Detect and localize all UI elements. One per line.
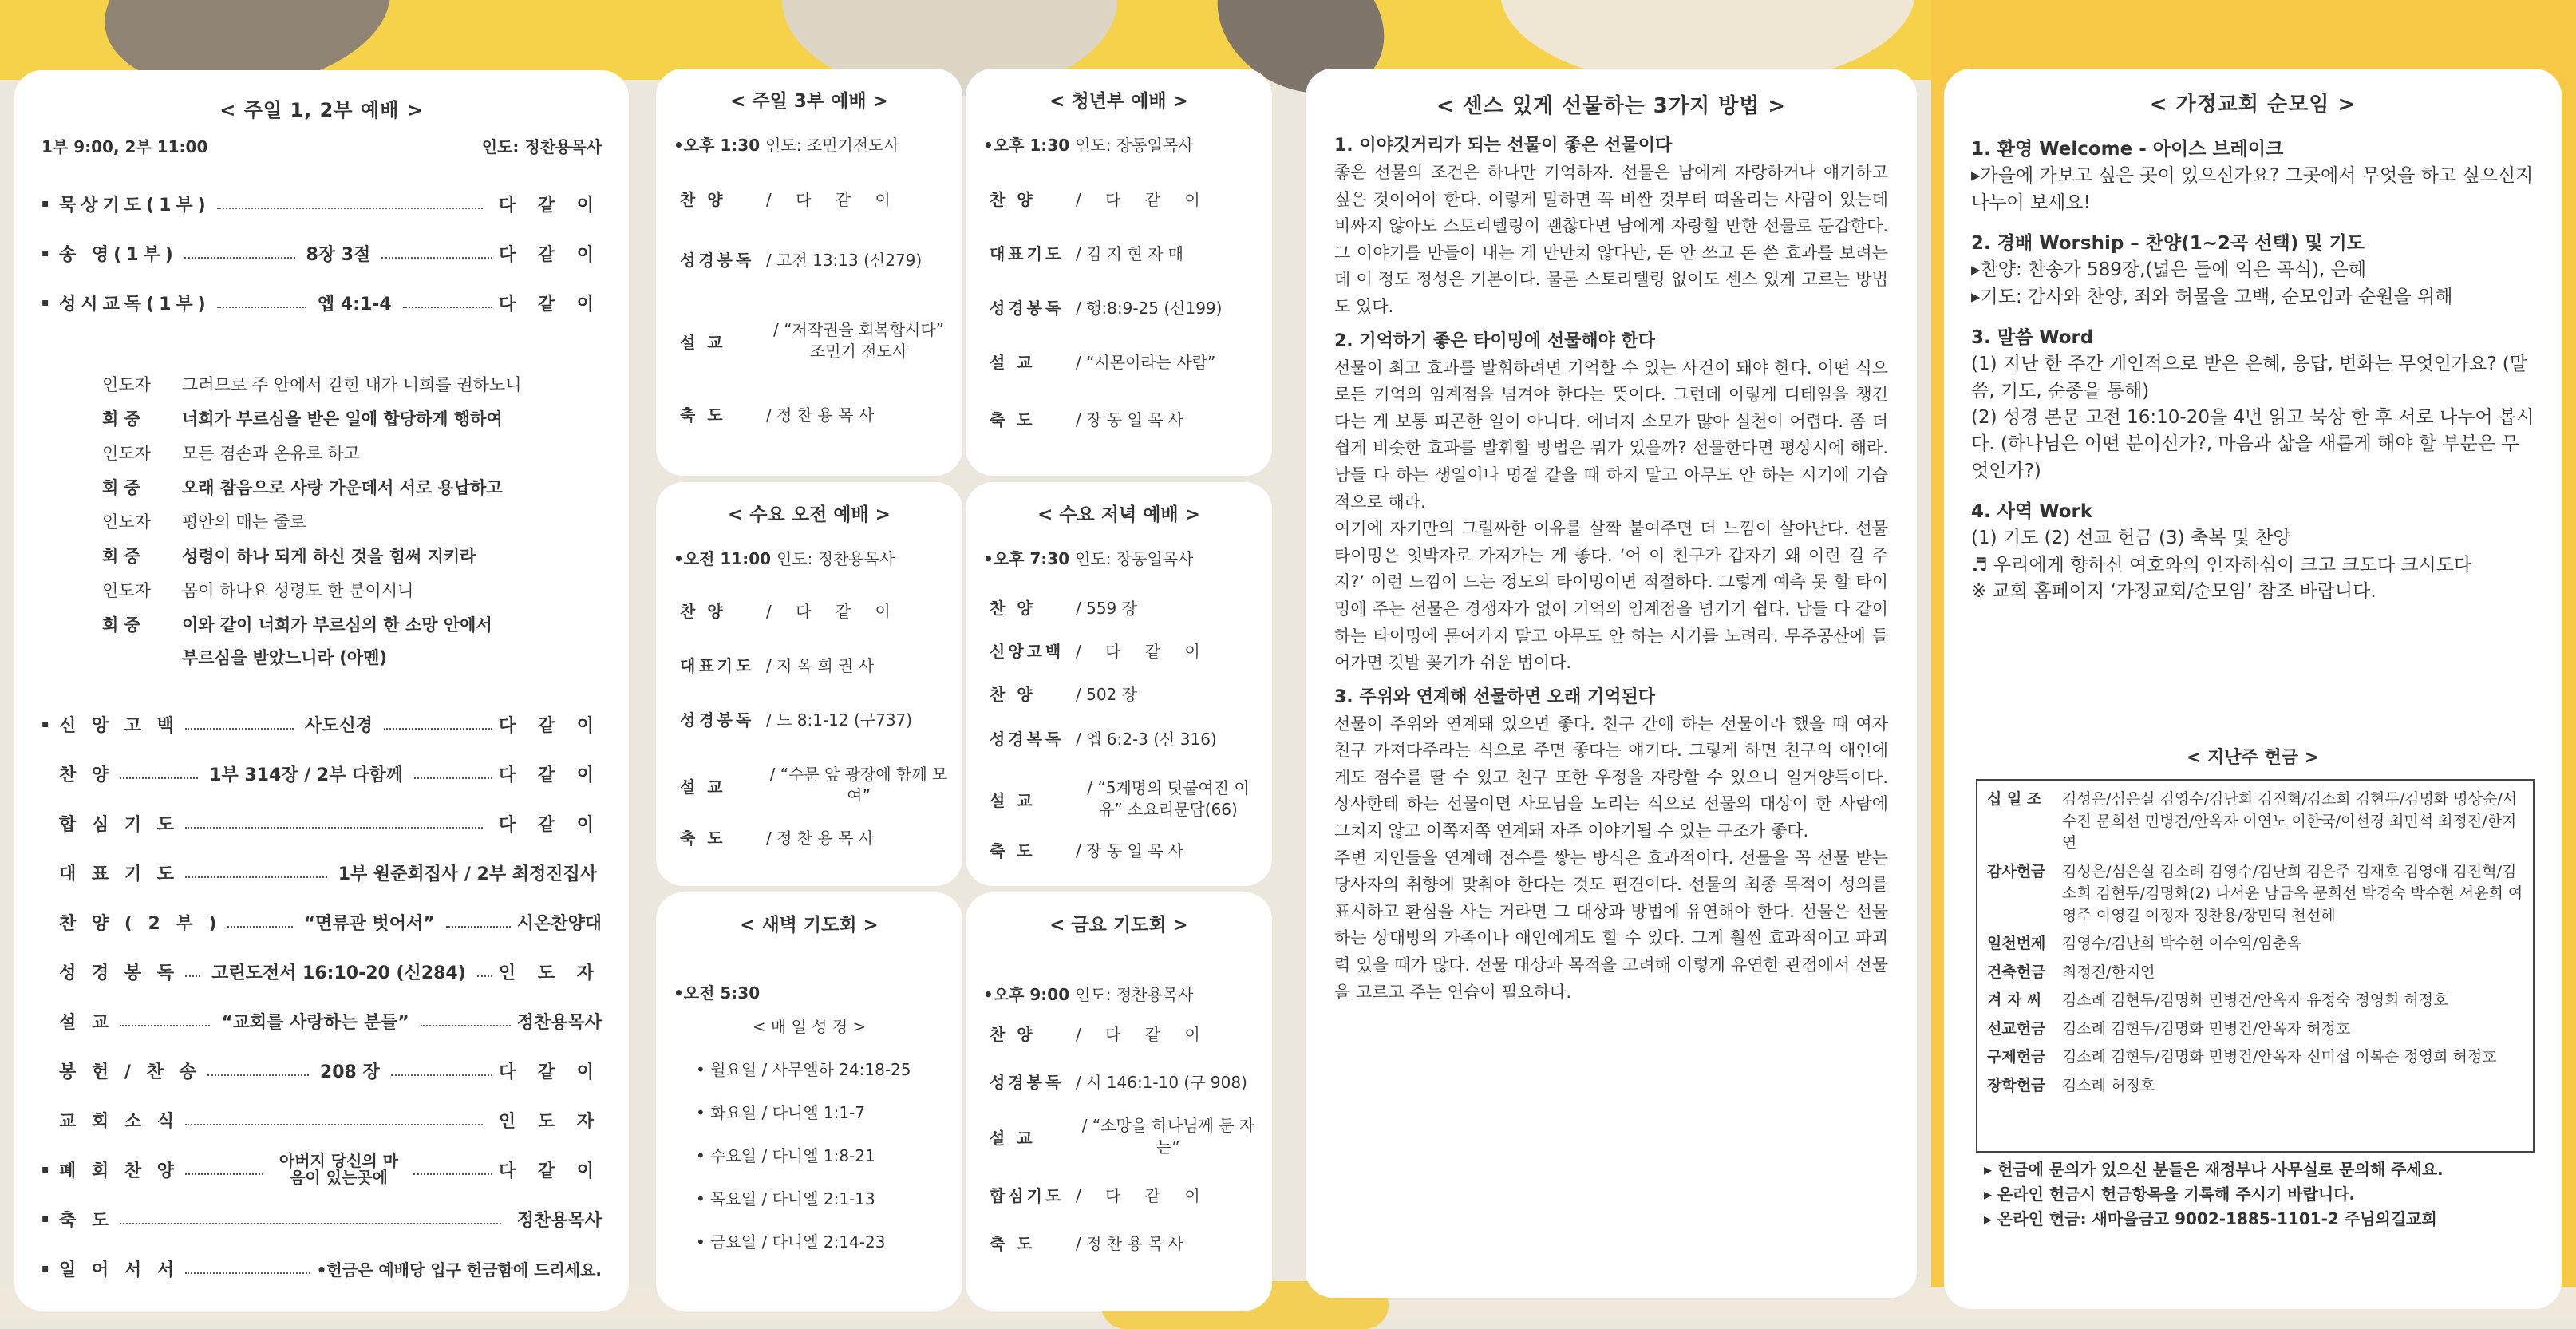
order-row: ▪ 일 어 서 서 •헌금은 예배당 입구 헌금함에 드리세요. — [41, 1260, 602, 1280]
section-worship: 2. 경배 Worship – 찬양(1~2곡 선택) 및 기도 ▸찬양: 찬송가 589장,(넓은 들에 익은 곡식), 은혜 ▸기도: 감사와 찬양, 죄와 허물을 고백, 순모임과 순원을 위해 — [1971, 233, 2453, 307]
article-paragraph: 선물이 주위와 연계돼 있으면 좋다. 친구 간에 하는 선물이라 했을 때 여자 친구 가져다주라는 식으로 주면 좋다는 얘기다. 그렇게 하면 친구의 애인에게도 점수를 딸 수 있고 친구 또한 우정을 자랑할 수 있으니 일거양득이다. 상사한테 하는 선물이면 사모님을 노리는 식으로 선물의 대상이 한 사람에 그치지 않고 이쪽저쪽 연계돼 자주 이야기될 수 있는 구조가 좋다. — [1334, 714, 1888, 841]
service-time: •오전 11:00 인도: 정찬용목사 — [674, 549, 895, 568]
order-row: ▪ 신 앙 고 백 사도신경 다 같 이 — [41, 715, 602, 736]
service-row: 성경봉독 / 고전 13:13 (신279) — [680, 251, 923, 270]
service-row: 성경봉독 / 행:8:9-25 (신199) — [990, 299, 1223, 318]
article-heading: 1. 이야깃거리가 되는 선물이 좋은 선물이다 — [1334, 136, 1673, 156]
daily-bible-item: • 목요일 / 다니엘 2:1-13 — [696, 1189, 875, 1208]
offering-notice: ▸ 헌금에 문의가 있으신 분들은 재정부나 사무실로 문의해 주세요. ▸ 온라인 헌금시 헌금항목을 기록해 주시기 바랍니다. ▸ 온라인 헌금: 새마을금고 9002-1885-1101-2 주님의길교회 — [1984, 1160, 2444, 1228]
order-row: 찬 양 ( 2 부 ) “면류관 벗어서” 시온찬양대 — [59, 913, 602, 934]
offering-row: 선교헌금 김소례 김현두/김명화 민병건/안옥자 허정호 — [1987, 1019, 2351, 1038]
panel-title: < 수요 오전 예배 > — [728, 504, 891, 525]
offering-row: 건축헌금 최정진/한지연 — [1987, 963, 2155, 981]
service-row: 설 교 / “수문 앞 광장에 함께 모여” — [680, 765, 948, 805]
service-row: 찬 양 / 559 장 — [990, 599, 1137, 618]
service-time: •오전 5:30 — [674, 983, 761, 1003]
responsive-line: 인도자 모든 겸손과 온유로 하고 — [102, 444, 360, 463]
order-row: 성 경 봉 독 고린도전서 16:10-20 (신284) 인 도 자 — [59, 963, 602, 983]
service-leader: 인도: 정찬용목사 — [481, 137, 602, 156]
responsive-line: 회 중 오래 참음으로 사랑 가운데서 서로 용납하고 — [102, 478, 503, 497]
gift-article-panel — [1306, 69, 1917, 1298]
offering-title: < 지난주 헌금 > — [2186, 748, 2320, 768]
article-paragraph: 선물이 최고 효과를 발휘하려면 기억할 수 있는 사건이 돼야 한다. 어떤 식으로든 기억의 임계점을 넘겨야 한다는 뜻이다. 그런데 이렇게 디테일을 챙긴다는 게 보통 피곤한 일이 아니다. 에너지 소모가 많아 실천이 어렵다. 좀 더 쉽게 비슷한 효과를 발휘할 방법은 뭐가 있을까? 선물한다면 평상시에 해라. 남들 다 하는 생일이나 명절 같을 때 하지 말고 아무도 안 하는 시기에 기습적으로 해라. — [1334, 358, 1888, 512]
service-row: 설 교 / “저작권을 회복합시다” 조민기 전도사 — [680, 320, 945, 361]
youth-service-panel — [966, 69, 1272, 476]
service-row: 찬 양 / 502 장 — [990, 685, 1137, 704]
article-paragraph: 주변 지인들을 연계해 점수를 쌓는 방식은 효과적이다. 선물을 꼭 선물 받는 당사자의 취향에 맞춰야 한다는 것도 편견이다. 선물의 최종 목적이 성의를 표시하고 환심을 사는 거라면 그 대상과 방법에 유연해야 한다. 선물은 선물하는 상대방의 가족이나 애인에게도 할 수 있다. 그게 훨씬 효과적이고 파괴력 있을 때가 많다. 선물 대상과 목적을 고려해 이렇게 유연한 관점에서 선물을 고르고 주는 연습이 필요하다. — [1334, 848, 1888, 1002]
sunday-service-panel — [14, 70, 629, 1311]
daily-bible-item: • 수요일 / 다니엘 1:8-21 — [696, 1146, 875, 1165]
service-time: 1부 9:00, 2부 11:00 — [41, 137, 208, 156]
responsive-line: 인도자 몸이 하나요 성령도 한 분이시니 — [102, 581, 414, 600]
order-row: 봉 헌 / 찬 송 208 장 다 같 이 — [59, 1062, 603, 1082]
sunday-3rd-service-panel — [656, 69, 962, 476]
service-row: 설 교 / “시몬이라는 사람” — [990, 353, 1216, 372]
panel-title: < 수요 저녁 예배 > — [1037, 504, 1200, 525]
panel-title: < 금요 기도회 > — [1049, 915, 1188, 935]
offering-row: 구제헌금 김소례 김현두/김명화 민병건/안옥자 신미섭 이복순 정영희 허정호 — [1987, 1048, 2497, 1066]
service-row: 설 교 / “소망을 하나님께 둔 자는” — [990, 1116, 1255, 1157]
service-row: 대표기도 / 지 옥 희 권 사 — [680, 656, 875, 675]
friday-prayer-panel — [966, 892, 1272, 1311]
service-time: •오후 9:00 인도: 정찬용목사 — [983, 985, 1194, 1004]
article-paragraph: 여기에 자기만의 그럴싸한 이유를 살짝 붙여주면 더 느낌이 살아난다. 선물 타이밍은 엇박자로 가져가는 게 좋다. ‘어 이 친구가 갑자기 왜 이런 걸 주지?’ 이런 느낌이 드는 정도의 타이밍이면 적절하다. 그렇게 예측 못 할 타이밍에 주는 선물은 경쟁자가 없어 기억의 임계점을 넘기기 쉽다. 남들 다 같이하는 타이밍에 묻어가지 말고 아무도 안 하는 시기를 노려라. 무주공산에 들어가면 깃발 꽂기가 쉬운 법이다. — [1334, 519, 1888, 673]
section-welcome: 1. 환영 Welcome - 아이스 브레이크 ▸가을에 가보고 싶은 곳이 있으신가요? 그곳에서 무엇을 하고 싶으신지 나누어 보세요! — [1971, 139, 2534, 213]
section-word: 3. 말씀 Word (1) 지난 한 주간 개인적으로 받은 은혜, 응답, 변화는 무엇인가요? (말씀, 기도, 순종을 통해) (2) 성경 본문 고전 16:10-20을 4번 읽고 묵상 한 후 서로 나누어 봅시다. (하나님은 어떤 분이신가?, 마음과 삶을 새롭게 해야 할 부분은 무엇인가?) — [1971, 327, 2535, 481]
service-time: •오후 1:30 인도: 조민기전도사 — [674, 136, 899, 155]
service-row: 축 도 / 정 찬 용 목 사 — [680, 829, 875, 848]
article-heading: 3. 주위와 연계해 선물하면 오래 기억된다 — [1334, 686, 1655, 707]
service-time-row — [41, 134, 602, 157]
service-time: •오후 1:30 인도: 장동일목사 — [983, 136, 1194, 155]
service-row: 축 도 / 장 동 일 목 사 — [990, 410, 1184, 429]
order-row: ▪ 폐 회 찬 양 아버지 당신의 마음이 있는곳에 다 같 이 — [41, 1151, 603, 1187]
service-row: 합심기도 / 다 같 이 — [990, 1186, 1210, 1205]
order-row: 대 표 기 도 1부 원준희집사 / 2부 최정진집사 — [59, 864, 597, 884]
responsive-line: 회 중 성령이 하나 되게 하신 것을 힘써 지키라 — [102, 547, 476, 566]
service-row: 대표기도 / 김 지 현 자 매 — [990, 244, 1184, 263]
service-row: 찬 양 / 다 같 이 — [990, 1025, 1210, 1044]
daily-bible-item: • 금요일 / 다니엘 2:14-23 — [696, 1232, 886, 1252]
wednesday-evening-service-panel — [966, 482, 1272, 886]
offering-row: 장학헌금 김소례 허정호 — [1987, 1077, 2155, 1095]
service-row: 설 교 / “5계명의 덧붙여진 이유” 소요리문답(66) — [990, 778, 1250, 819]
home-church-panel — [1944, 69, 2562, 1309]
order-row: 찬 양 1부 314장 / 2부 다함께 다 같 이 — [59, 765, 603, 785]
responsive-line: 회 중 너희가 부르심을 받은 일에 합당하게 행하여 — [102, 409, 503, 429]
article-heading: 2. 기억하기 좋은 타이밍에 선물해야 한다 — [1334, 330, 1655, 351]
service-row: 찬 양 / 다 같 이 — [680, 190, 900, 209]
responsive-line: 인도자 평안의 매는 줄로 — [102, 512, 306, 532]
offering-row: 십 일 조 김성은/심은실 김영수/김난희 김진혁/김소희 김현두/김명화 명상순/서수진 문희선 민병건/안옥자 이연노 이한국/이선경 최민석 최정진/한지연 — [1987, 790, 2518, 852]
panel-title: < 주일 1, 2부 예배 > — [219, 99, 424, 121]
responsive-line: 인도자 그러므로 주 안에서 갇힌 내가 너희를 권하노니 — [102, 375, 522, 394]
offering-row: 감사헌금 김성은/심은실 김소례 김영수/김난희 김은주 김재호 김영애 김진혁/김소희 김현두/김명화(2) 나서윤 남금옥 문희선 박경숙 박수현 서윤희 여영주 이영길 이정자 정찬용/장민덕 천선혜 — [1987, 862, 2523, 924]
article-paragraph: 좋은 선물의 조건은 하나만 기억하자. 선물은 남에게 자랑하거나 얘기하고 싶은 것이어야 한다. 이렇게 말하면 꼭 비싼 것부터 떠올리는 사람이 있는데 비싸지 않아도 스토리텔링이 괜찮다면 남에게 자랑할 만한 선물로 둔갑한다. 그 이야기를 만들어 내는 게 만만치 않다만, 돈 안 쓰고 돈 쓴 효과를 보려는데 이 정도 정성은 기본이다. 물론 스토리텔링 없이도 센스 있게 고르는 방법도 있다. — [1334, 163, 1888, 316]
order-row: 교 회 소 식 인 도 자 — [59, 1111, 602, 1132]
offering-row: 일천번제 김영수/김난희 박수현 이수익/임춘옥 — [1987, 935, 2302, 953]
service-row: 축 도 / 장 동 일 목 사 — [990, 841, 1184, 860]
service-row: 축 도 / 정 찬 용 목 사 — [680, 405, 875, 425]
daily-bible-item: • 화요일 / 다니엘 1:1-7 — [696, 1103, 866, 1122]
order-row: ▪ 축 도 정찬용목사 — [41, 1210, 602, 1231]
order-row: 설 교 “교회를 사랑하는 분들” 정찬용목사 — [59, 1012, 603, 1033]
responsive-line: 부르심을 받았느니라 (아멘) — [182, 648, 387, 667]
service-row: 신앙고백 / 다 같 이 — [990, 642, 1210, 661]
service-time: •오후 7:30 인도: 장동일목사 — [983, 549, 1194, 568]
service-row: 축 도 / 정 찬 용 목 사 — [990, 1234, 1184, 1253]
responsive-line: 회 중 이와 같이 너희가 부르심의 한 소망 안에서 — [102, 615, 492, 635]
service-row: 성경복독 / 엡 6:2-3 (신 316) — [990, 730, 1217, 749]
offering-table — [1976, 779, 2535, 1153]
dawn-prayer-panel — [656, 892, 962, 1311]
article-title: < 센스 있게 선물하는 3가지 방법 > — [1436, 94, 1787, 118]
order-row: ▪ 송 영(1부) 8장 3절 다 같 이 — [41, 244, 603, 265]
wednesday-morning-service-panel — [656, 482, 962, 886]
order-row: ▪ 묵상기도(1부) 다 같 이 — [41, 195, 602, 216]
service-row: 찬 양 / 다 같 이 — [990, 190, 1210, 209]
daily-bible-subtitle: < 매 일 성 경 > — [752, 1017, 867, 1036]
daily-bible-item: • 월요일 / 사무엘하 24:18-25 — [696, 1060, 911, 1079]
home-church-title: < 가정교회 순모임 > — [2149, 93, 2357, 117]
offering-row: 겨 자 씨 김소례 김현두/김명화 민병건/안옥자 유정숙 정영희 허정호 — [1987, 991, 2448, 1010]
panel-title: < 주일 3부 예배 > — [730, 91, 888, 112]
service-row: 찬 양 / 다 같 이 — [680, 602, 900, 621]
service-row: 성경봉독 / 시 146:1-10 (구 908) — [990, 1073, 1247, 1092]
order-row: ▪ 성시교독(1부) 엡 4:1-4 다 같 이 — [41, 294, 602, 314]
section-work: 4. 사역 Work (1) 기도 (2) 선교 헌금 (3) 축복 및 찬양 ♬ 우리에게 향하신 여호와의 인자하심이 크고 크도다 크시도다 ※ 교회 홈페이지 ‘가정교회/순모임’ 참조 바랍니다. — [1971, 501, 2472, 603]
order-row: 합 심 기 도 다 같 이 — [59, 814, 602, 835]
panel-title: < 청년부 예배 > — [1049, 91, 1188, 112]
panel-title: < 새벽 기도회 > — [740, 915, 879, 935]
service-row: 성경봉독 / 느 8:1-12 (구737) — [680, 710, 913, 730]
